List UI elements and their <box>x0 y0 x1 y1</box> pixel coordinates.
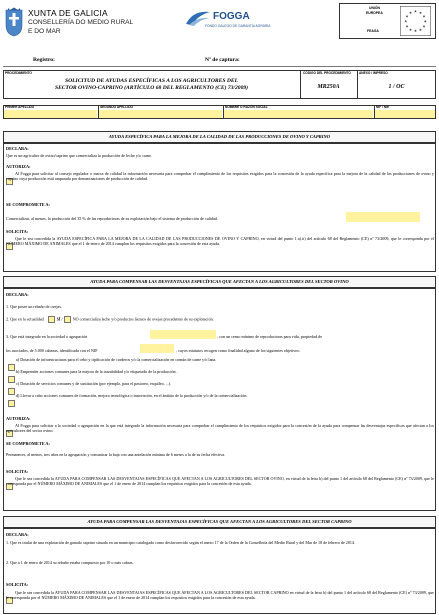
s1-declara-label: DECLARA: <box>6 146 29 151</box>
svg-text:★: ★ <box>422 24 426 29</box>
s2-compromete-label: SE COMPROMETE A: <box>6 441 50 446</box>
s1-autoriza-label: AUTORIZA: <box>6 164 31 169</box>
s1-autoriza-text: Al Fogga para solicitar al consejo regulador o marca de calidad la información necesaria para comprobar el cumplimiento de los requisitos exigidos para la concesión de la ayuda específica para la mejora de la calidad de las producciones de ovino y caprino cuya producción está amparada por denominaciones de producción de calidad. <box>6 171 434 182</box>
s2-agrupacion-field[interactable] <box>150 330 216 339</box>
nif-label: NIF / NIE <box>376 105 390 109</box>
svg-text:★: ★ <box>418 10 423 15</box>
nombre-label: NOMBRE O RAZÓN SOCIAL <box>225 105 268 109</box>
svg-text:★: ★ <box>423 19 427 24</box>
s2-item-b: b) Emprender acciones comunes para la mejora de la trazabilidad y/o etiquetado de la producción. <box>16 369 177 374</box>
s2-item3c: los asociados, de 5.000 cabezas, identificada con el NIF <box>6 348 98 353</box>
s3-solicita-text: Que le sea concedida la AYUDA PARA COMPENSAR LAS DESVENTAJAS ESPECÍFICAS QUE AFECTAN A LOS AGRICULTORES DEL SECTOR CAPRINO en virtud de la letra b) del punto 1 del artículo 68 del Reglamento (CE) nº 73/2009, que le corresponda por el NÚMERO MÁXIMO DE ANIMALES que el 1 de enero de 2014 cumplan los requisitos exigidos para la concesión de esta ayuda. <box>6 590 434 601</box>
apellido1-label: PRIMER APELLIDO <box>5 105 35 109</box>
xunta-line2: E DO MAR <box>28 28 61 35</box>
s2-item1: 1. Que posee un rebaño de ovejas. <box>6 304 62 309</box>
s2-solicita-label: SOLICITA: <box>6 469 29 474</box>
s1-solicita-text: Que le sea concedida la AYUDA ESPECÍFICA PARA LA MEJORA DE LA CALIDAD DE LAS PRODUCCIONES DE OVINO Y CAPRINO, en virtud del punto 1.a).ii) del artículo 68 del Reglamento (CE) nº 73/2009, que le corresponda por el NÚMERO MÁXIMO DE ANIMALES que el 1 de enero de 2014 cumplan los requisitos exigidos para la concesión de esta ayuda. <box>6 236 434 247</box>
s2-si-checkbox[interactable] <box>48 316 55 323</box>
s2-declara-label: DECLARA: <box>6 292 29 297</box>
svg-text:★: ★ <box>413 29 418 34</box>
registro-label: Registro: <box>33 57 55 63</box>
svg-text:★: ★ <box>408 10 413 15</box>
svg-text:★: ★ <box>408 27 413 32</box>
s2-item-a: a) Dotación de infraestructuras para el cebo y tipificación de corderos y/o la comercialización en común de carne y/o lana. <box>16 357 217 362</box>
title-line1: SOLICITUD DE AYUDAS ESPECÍFICAS A LOS AGRICULTORES DEL <box>64 78 239 84</box>
eu-union: UNIÓN <box>369 6 380 10</box>
procedimiento-label: PROCEDIMIENTO <box>5 71 32 75</box>
eu-feaga: FEAGA <box>367 29 379 33</box>
s2-autoriza-text: Al Fogga para solicitar a la sociedad o agrupación en la que está integrado la información necesaria para comprobar el cumplimiento de los requisitos exigidos para la concesión de la ayuda para compensar las desventajas específicas que afectan a los agricultores del sector ovino. <box>6 423 434 434</box>
fogga-name: FOGGA <box>213 11 250 22</box>
s3-solicita-label: SOLICITA: <box>6 582 29 587</box>
title-line2: SECTOR OVINO-CAPRINO (ARTÍCULO 68 DEL REGLAMENTO (CE) 73/2009) <box>54 85 249 91</box>
s1-compromete-field[interactable] <box>346 212 420 222</box>
apellido2-label: SEGUNDO APELLIDO <box>100 105 133 109</box>
svg-text:★: ★ <box>422 14 426 19</box>
s2-no-checkbox[interactable] <box>64 316 71 323</box>
section1-body <box>3 143 436 272</box>
s2-d-checkbox[interactable] <box>8 400 15 407</box>
s2-item-d: d) Llevar a cabo acciones comunes de formación, mejora tecnológica o innovación, en el ámbito de la producción y/o de la comercialización. <box>16 393 248 398</box>
s2-item3b: , con un censo mínimo de reproductoras para vida, propiedad de <box>217 334 323 339</box>
section1-title: AYUDA ESPECÍFICA PARA LA MEJORA DE LA CALIDAD DE LAS PRODUCCIONES DE OVINO Y CAPRINO <box>108 134 331 139</box>
s1-solicita-label: SOLICITA: <box>6 229 29 234</box>
apellido1-input[interactable] <box>4 110 97 118</box>
s2-item-c: c) Dotación de servicios comunes y de sustitución (por ejemplo, para el pastoreo, esquileo, ...). <box>16 381 172 386</box>
s2-solicita-text: Que le sea concedida la AYUDA PARA COMPENSAR LAS DESVENTAJAS ESPECÍFICAS QUE AFECTAN A LOS AGRICULTORES DEL SECTOR OVINO, en virtud de la letra b) del punto 1 del artículo 68 del Reglamento (CE) nº 73/2009, que le corresponda por el NÚMERO MÁXIMO DE ANIMALES que el 1 de enero de 2014 cumplan los requisitos exigidos para la concesión de esta ayuda. <box>6 476 434 487</box>
nombre-input[interactable] <box>224 110 373 118</box>
s2-compromete-text: Permanecer, al menos, tres años en la agrupación y comunicar la baja con una antelación mínima de 6 meses a la de su fecha efectiva. <box>6 452 226 457</box>
svg-text:★: ★ <box>404 19 408 24</box>
eu-flag <box>400 6 431 36</box>
apellido2-input[interactable] <box>99 110 222 118</box>
s2-item3d: , cuyos estatutos recogen como finalidad alguno de los siguientes objetivos: <box>176 348 301 353</box>
xunta-line1: CONSELLERÍA DO MEDIO RURAL <box>28 19 134 26</box>
xunta-title: XUNTA DE GALICIA <box>28 8 108 18</box>
codigo-label: CÓDIGO DEL PROCEDIMIENTO <box>303 71 351 75</box>
anexo-label: ANEXO / IMPRESO <box>359 71 388 75</box>
s2-autoriza-label: AUTORIZA: <box>6 416 31 421</box>
s2-item3a: 3. Que está integrado en la sociedad o agrupación <box>6 334 88 339</box>
xunta-logo <box>4 7 24 37</box>
svg-text:★: ★ <box>405 24 409 29</box>
registro-underline <box>3 66 436 67</box>
section3-title: AYUDA PARA COMPENSAR LAS DESVENTAJAS ESPECÍFICAS QUE AFECTAN A LOS AGRICULTORES DEL SECTOR CAPRINO <box>87 519 352 524</box>
anexo-value: 1 / OC <box>388 84 405 90</box>
s3-declara-label: DECLARA: <box>6 532 29 537</box>
s1-compromete-label: SE COMPROMETE A: <box>6 202 50 207</box>
s2-item2: 2. Que en la actualidad SÍ / NO comercializa leche y/o productos lácteos de ovejas procedentes de su explotación. <box>6 316 214 322</box>
s1-declara-text: Que es un agricultor de ovino/caprino que comercializa la producción de leche y/o carne. <box>6 153 152 158</box>
svg-text:★: ★ <box>418 27 423 32</box>
eu-europea: EUROPEA <box>366 11 383 15</box>
svg-text:★: ★ <box>405 14 409 19</box>
svg-text:★: ★ <box>413 9 418 14</box>
fogga-sub: FONDO GALEGO DE GARANTÍA AGRARIA <box>205 24 271 28</box>
s2-nif-field[interactable] <box>140 344 174 353</box>
s1-compromete-text: Comercializar, al menos, la producción del 35 % de las reproductoras de su explotación bajo el sistema de producción de calidad. <box>6 216 218 221</box>
codigo-value: MR250A <box>317 84 340 90</box>
nif-input[interactable] <box>375 110 435 118</box>
section2-title: AYUDA PARA COMPENSAR LAS DESVENTAJAS ESPECÍFICAS QUE AFECTAN A LOS AGRICULTORES DEL SECTOR OVINO <box>90 279 349 284</box>
captura-label: Nº de captura: <box>205 57 240 63</box>
s3-item2: 2. Que a 1 de enero de 2014 su rebaño estaba compuesto por 10 o más cabras. <box>6 560 134 565</box>
s3-item1: 1. Que es titular de una explotación de ganado caprino situada en un municipio catalogado como desfavorecido según el anexo 17 de la Orden de la Consellería del Medio Rural y del Mar de 18 de febrero de 2014. <box>6 540 355 545</box>
